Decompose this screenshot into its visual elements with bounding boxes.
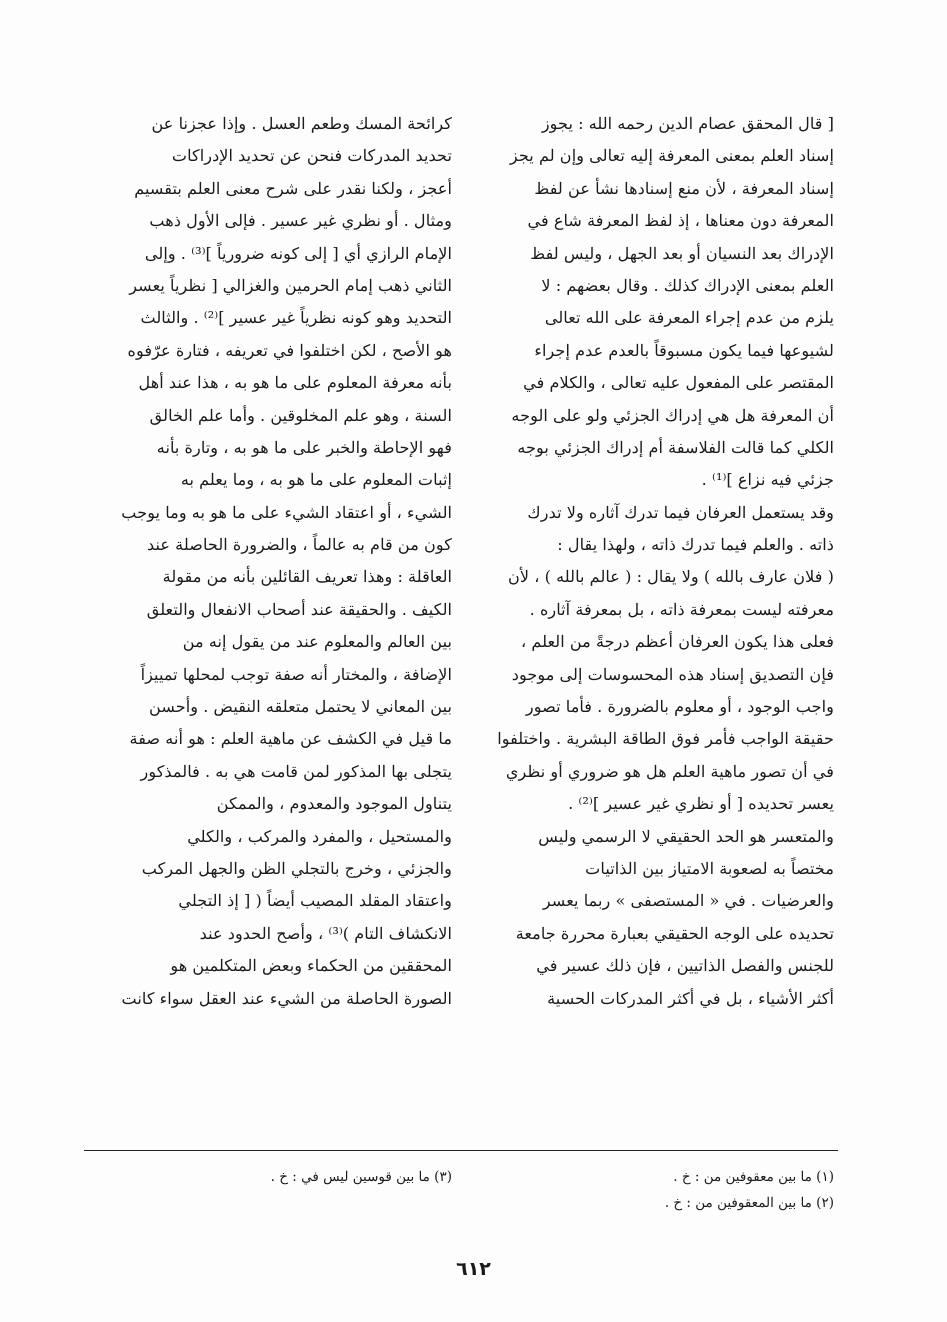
text-line: ومثال . أو نظري غير عسير . فإلى الأول ذهب	[149, 211, 452, 231]
text-line: العلم بمعنى الإدراك كذلك . وقال بعضهم : لا	[541, 275, 834, 295]
text-line: فهو الإحاطة والخبر على ما هو به ، وتارة بأنه	[156, 437, 452, 457]
text-line: وقد يستعمل العرفان فيما تدرك آثاره ولا تدرك	[527, 502, 834, 522]
text-line: المعرفة دون معناها ، إذ لفظ المعرفة شاع في	[527, 211, 834, 231]
footnote: (١) ما بين معقوفين من : خ .	[673, 1169, 834, 1185]
text-line: والعرضيات . في « المستصفى » ربما يعسر	[542, 891, 834, 911]
text-line: حقيقة الواجب فأمر فوق الطاقة البشرية . واختلفوا	[497, 729, 834, 749]
page-number: ٦١٢	[456, 1258, 491, 1280]
text-line: الكلي كما قالت الفلاسفة أم إدراك الجزئي بوجه	[517, 437, 834, 457]
text-line: يتناول الموجود والمعدوم ، والممكن	[216, 794, 452, 814]
text-line: معرفته ليست بمعرفة ذاته ، بل بمعرفة آثاره .	[529, 599, 834, 619]
footnotes-left	[84, 1164, 452, 1190]
text-line: الإدراك بعد النسيان أو بعد الجهل ، وليس لفظ	[530, 243, 834, 263]
text-line: الإمام الرازي أي [ إلى كونه ضرورياً ]⁽³⁾ . وإلى	[144, 243, 452, 263]
text-line: [ قال المحقق عصام الدين رحمه الله : يجوز	[541, 114, 834, 133]
text-line: إسناد العلم بمعنى المعرفة إليه تعالى وإن لم يجز	[509, 146, 834, 166]
right-column	[466, 108, 834, 1015]
footnotes-right	[466, 1164, 834, 1216]
text-line: ما قيل في الكشف عن ماهية العلم : هو أنه صفة	[129, 729, 452, 749]
text-line: فعلى هذا يكون العرفان أعظم درجةً من العلم ،	[520, 632, 834, 652]
text-line: كرائحة المسك وطعم العسل . وإذا عجزنا عن	[151, 114, 452, 133]
text-line: هو الأصح ، لكن اختلفوا في تعريفه ، فتارة عرّفوه	[127, 340, 452, 360]
text-line: بين المعاني لا يحتمل متعلقه النقيض . وأحسن	[149, 697, 452, 717]
text-line: بين العالم والمعلوم عند من يقول إنه من	[182, 632, 452, 652]
text-line: ذاته . والعلم فيما تدرك ذاته ، ولهذا يقال :	[557, 535, 834, 555]
text-line: إثبات المعلوم على ما هو به ، وما يعلم به	[180, 470, 452, 490]
text-line: كون من قام به عالماً ، والضرورة الحاصلة عند	[147, 535, 452, 555]
text-line: المقتصر على المفعول عليه تعالى ، والكلام في	[523, 373, 834, 393]
text-line: تحديد المدركات فنحن عن تحديد الإدراكات	[171, 146, 452, 166]
text-line: في أن تصور ماهية العلم هل هو ضروري أو نظري	[505, 761, 834, 781]
text-line: تحديده على الوجه الحقيقي بعبارة محررة جامعة	[515, 923, 834, 943]
text-line: التحديد وهو كونه نظرياً غير عسير ]⁽²⁾ . والثالث	[140, 308, 452, 328]
text-line: أعجز ، ولكنا نقدر على شرح معنى العلم بتقسيم	[134, 178, 452, 198]
text-line: الكيف . والحقيقة عند أصحاب الانفعال والتعلق	[146, 599, 452, 619]
left-column	[84, 108, 452, 1015]
text-line: السنة ، وهو علم المخلوقين . وأما علم الخالق	[149, 405, 452, 425]
text-line: بأنه معرفة المعلوم على ما هو به ، هذا عند أهل	[138, 373, 452, 393]
footnote: (٢) ما بين المعقوفين من : خ .	[664, 1195, 834, 1211]
text-line: والجزئي ، وخرج بالتجلي الظن والجهل المركب	[141, 858, 452, 878]
text-line: والمتعسر هو الحد الحقيقي لا الرسمي وليس	[538, 826, 834, 846]
text-line: لشيوعها فيما يكون مسبوقاً بالعدم عدم إجراء	[534, 340, 834, 360]
text-line: المحققين من الحكماء وبعض المتكلمين هو	[170, 956, 452, 976]
text-line: أكثر الأشياء ، بل في أكثر المدركات الحسية	[547, 988, 834, 1008]
text-line: إسناد المعرفة ، لأن منع إسنادها نشأ عن لفظ	[534, 178, 834, 198]
text-line: والمستحيل ، والمفرد والمركب ، والكلي	[187, 826, 452, 846]
text-line: للجنس والفصل الذاتيين ، فإن ذلك عسير في	[536, 956, 834, 976]
text-line: واجب الوجود ، أو معلوم بالضرورة . فأما تصور	[525, 697, 834, 717]
footnote-divider	[84, 1150, 838, 1151]
text-line: الصورة الحاصلة من الشيء عند العقل سواء كانت	[121, 988, 452, 1008]
text-line: فإن التصديق إسناد هذه المحسوسات إلى موجود	[511, 664, 834, 684]
text-line: مختصاً به لصعوبة الامتياز بين الذاتيات	[585, 858, 834, 878]
text-line: الثاني ذهب إمام الحرمين والغزالي [ نظرياً يعسر	[129, 275, 452, 295]
text-line: ( فلان عارف بالله ) ولا يقال : ( عالم بالله ) ، لأن	[508, 567, 834, 587]
footnote: (٣) ما بين قوسين ليس في : خ .	[270, 1169, 452, 1185]
text-line: جزئي فيه نزاع ]⁽¹⁾ .	[701, 470, 834, 490]
text-line: الإضافة ، والمختار أنه صفة توجب لمحلها تمييزاً	[140, 664, 452, 684]
text-line: الانكشاف التام )⁽³⁾ ، وأصح الحدود عند	[199, 923, 452, 943]
text-line: يلزم من عدم إجراء المعرفة على الله تعالى	[544, 308, 834, 328]
text-line: يعسر تحديده [ أو نظري غير عسير ]⁽²⁾ .	[568, 794, 834, 814]
text-line: الشيء ، أو اعتقاد الشيء على ما هو به وما يوجب	[121, 502, 452, 522]
text-line: واعتقاد المقلد المصيب أيضاً ( [ إذ التجلي	[178, 891, 452, 911]
text-line: أن المعرفة هل هي إدراك الجزئي ولو على الوجه	[511, 405, 834, 425]
text-line: يتجلى بها المذكور لمن قامت هي به . فالمذكور	[140, 761, 452, 781]
text-line: العاقلة : وهذا تعريف القائلين بأنه من مقولة	[162, 567, 452, 587]
